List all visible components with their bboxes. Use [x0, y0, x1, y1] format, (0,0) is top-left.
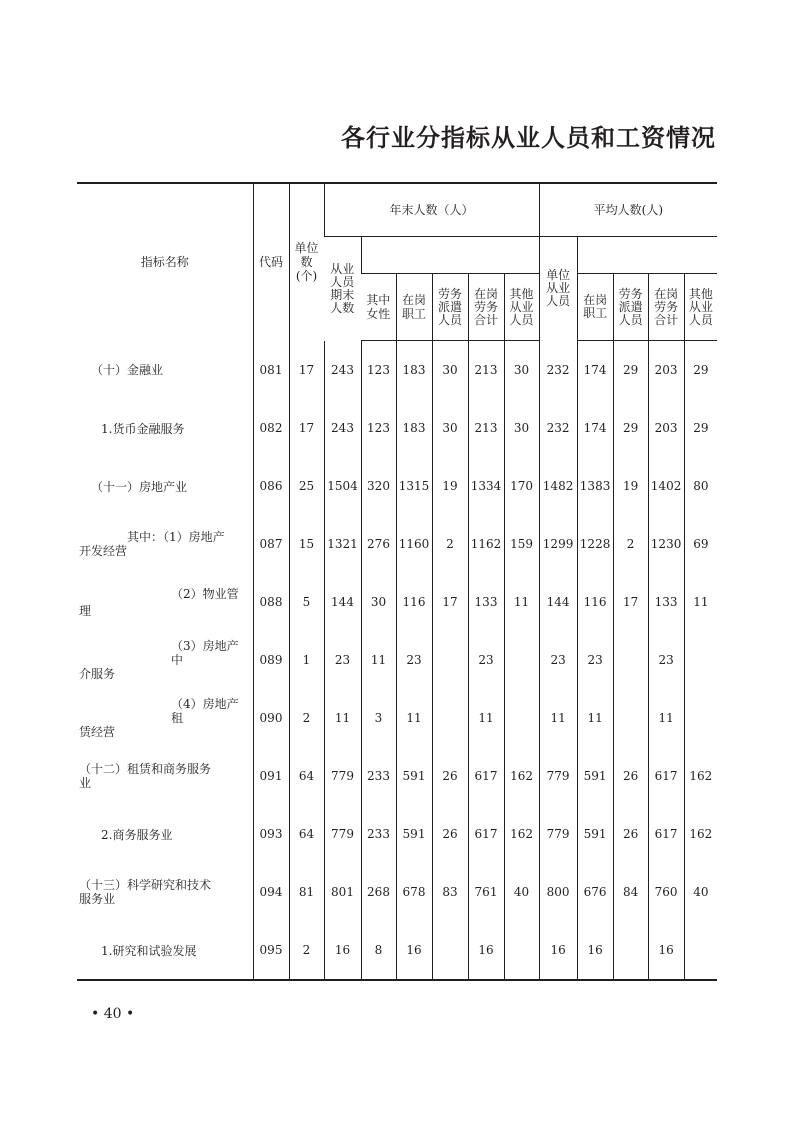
statistics-table — [77, 182, 717, 981]
table-header — [77, 183, 717, 341]
cell-ye-other: 162 — [504, 805, 539, 863]
cell-avg-total: 1482 — [539, 457, 577, 515]
cell-units: 64 — [289, 747, 324, 805]
cell-avg-other: 29 — [684, 399, 717, 457]
cell-ye-female: 11 — [361, 631, 396, 689]
cell-code: 089 — [253, 631, 289, 689]
page-title: 各行业分指标从业人员和工资情况 — [341, 123, 716, 152]
cell-units: 1 — [289, 631, 324, 689]
cell-ye-onpost-dispatch: 23 — [468, 631, 504, 689]
cell-avg-onpost-dispatch: 23 — [648, 631, 684, 689]
cell-ye-total: 1504 — [324, 457, 361, 515]
cell-ye-other: 30 — [504, 341, 539, 400]
cell-avg-other: 69 — [684, 515, 717, 573]
cell-ye-other: 11 — [504, 573, 539, 631]
header-group-average: 平均人数(人) — [539, 183, 717, 237]
cell-avg-total: 16 — [539, 921, 577, 980]
cell-ye-onpost: 591 — [396, 747, 432, 805]
cell-ye-female: 123 — [361, 341, 396, 400]
cell-ye-dispatch — [432, 689, 468, 747]
cell-ye-onpost-dispatch: 16 — [468, 921, 504, 980]
cell-avg-onpost: 16 — [577, 921, 613, 980]
cell-code: 082 — [253, 399, 289, 457]
cell-ye-onpost-dispatch: 133 — [468, 573, 504, 631]
row-name: （2）物业管理 — [79, 587, 239, 618]
cell-ye-onpost: 678 — [396, 863, 432, 921]
cell-avg-other — [684, 921, 717, 980]
cell-avg-other: 40 — [684, 863, 717, 921]
header-avg-total: 单位从业人员 — [539, 237, 577, 341]
cell-avg-onpost-dispatch: 133 — [648, 573, 684, 631]
header-avg-sub-spacer — [577, 237, 717, 274]
cell-ye-total: 243 — [324, 399, 361, 457]
cell-avg-dispatch: 29 — [613, 341, 648, 400]
cell-avg-dispatch: 26 — [613, 805, 648, 863]
cell-ye-female: 3 — [361, 689, 396, 747]
table-row — [77, 573, 717, 631]
cell-ye-other: 170 — [504, 457, 539, 515]
cell-ye-dispatch: 83 — [432, 863, 468, 921]
cell-ye-female: 8 — [361, 921, 396, 980]
cell-avg-dispatch: 29 — [613, 399, 648, 457]
cell-avg-dispatch — [613, 631, 648, 689]
cell-units: 81 — [289, 863, 324, 921]
cell-avg-onpost: 174 — [577, 341, 613, 400]
cell-avg-dispatch — [613, 921, 648, 980]
cell-code: 081 — [253, 341, 289, 400]
table-row — [77, 689, 717, 747]
row-name: 2.商务服务业 — [101, 827, 173, 842]
row-name: （十二）租赁和商务服务 业 — [79, 762, 212, 790]
cell-ye-onpost: 16 — [396, 921, 432, 980]
cell-ye-onpost: 116 — [396, 573, 432, 631]
cell-ye-onpost: 11 — [396, 689, 432, 747]
cell-ye-onpost-dispatch: 1334 — [468, 457, 504, 515]
cell-ye-total: 243 — [324, 341, 361, 400]
header-avg-onpost-dispatch: 在岗劳务合计 — [648, 274, 684, 341]
cell-units: 5 — [289, 573, 324, 631]
header-avg-onpost: 在岗职工 — [577, 274, 613, 341]
header-ye-total: 从业人员期末人数 — [330, 261, 355, 315]
row-name: （十三）科学研究和技术 服务业 — [79, 878, 212, 906]
cell-code: 086 — [253, 457, 289, 515]
cell-avg-dispatch: 19 — [613, 457, 648, 515]
table-row — [77, 805, 717, 863]
table-row — [77, 747, 717, 805]
cell-avg-onpost: 174 — [577, 399, 613, 457]
cell-ye-onpost: 183 — [396, 399, 432, 457]
cell-avg-total: 23 — [539, 631, 577, 689]
cell-avg-onpost-dispatch: 1402 — [648, 457, 684, 515]
cell-avg-other: 162 — [684, 747, 717, 805]
cell-ye-total: 11 — [324, 689, 361, 747]
cell-avg-other: 11 — [684, 573, 717, 631]
cell-ye-dispatch — [432, 631, 468, 689]
row-name: （3）房地产中 介服务 — [79, 639, 239, 681]
cell-ye-female: 320 — [361, 457, 396, 515]
cell-avg-onpost-dispatch: 617 — [648, 805, 684, 863]
row-name: 1.研究和试验发展 — [77, 921, 253, 980]
cell-avg-onpost: 1228 — [577, 515, 613, 573]
cell-avg-onpost-dispatch: 617 — [648, 747, 684, 805]
cell-ye-other: 159 — [504, 515, 539, 573]
cell-ye-female: 30 — [361, 573, 396, 631]
cell-units: 15 — [289, 515, 324, 573]
row-name: （十）金融业 — [91, 363, 164, 378]
cell-avg-total: 779 — [539, 747, 577, 805]
cell-ye-dispatch: 17 — [432, 573, 468, 631]
cell-avg-total: 800 — [539, 863, 577, 921]
row-name: （十一）房地产业 — [91, 479, 188, 494]
header-units: 单位数(个) — [289, 183, 324, 341]
cell-ye-female: 268 — [361, 863, 396, 921]
table-row — [77, 515, 717, 573]
cell-code: 091 — [253, 747, 289, 805]
header-ye-female: 其中女性 — [361, 274, 396, 341]
cell-ye-female: 276 — [361, 515, 396, 573]
cell-ye-dispatch — [432, 921, 468, 980]
cell-ye-onpost: 591 — [396, 805, 432, 863]
cell-avg-onpost-dispatch: 760 — [648, 863, 684, 921]
cell-ye-total: 1321 — [324, 515, 361, 573]
cell-ye-onpost-dispatch: 213 — [468, 341, 504, 400]
cell-units: 2 — [289, 921, 324, 980]
cell-avg-dispatch: 26 — [613, 747, 648, 805]
table-row — [77, 863, 717, 921]
cell-ye-dispatch: 30 — [432, 341, 468, 400]
cell-avg-other — [684, 631, 717, 689]
cell-ye-onpost-dispatch: 213 — [468, 399, 504, 457]
header-group-year-end: 年末人数（人） — [324, 183, 539, 237]
cell-avg-onpost: 591 — [577, 747, 613, 805]
table-row — [77, 457, 717, 515]
cell-avg-dispatch: 84 — [613, 863, 648, 921]
cell-ye-onpost: 1315 — [396, 457, 432, 515]
cell-ye-onpost: 1160 — [396, 515, 432, 573]
header-ye-other: 其他从业人员 — [504, 274, 539, 341]
cell-avg-onpost: 11 — [577, 689, 613, 747]
page-number: • 40 • — [91, 1006, 135, 1022]
row-name: 其中：（1）房地产 开发经营 — [79, 530, 225, 558]
cell-avg-onpost: 591 — [577, 805, 613, 863]
cell-avg-onpost-dispatch: 203 — [648, 399, 684, 457]
table-row — [77, 921, 717, 980]
header-ye-dispatch: 劳务派遣人员 — [432, 274, 468, 341]
cell-avg-other: 80 — [684, 457, 717, 515]
cell-ye-onpost: 23 — [396, 631, 432, 689]
cell-ye-onpost-dispatch: 761 — [468, 863, 504, 921]
cell-ye-female: 233 — [361, 747, 396, 805]
cell-avg-other — [684, 689, 717, 747]
cell-ye-female: 233 — [361, 805, 396, 863]
table-row — [77, 341, 717, 400]
cell-units: 17 — [289, 341, 324, 400]
cell-ye-other — [504, 689, 539, 747]
cell-ye-total: 801 — [324, 863, 361, 921]
cell-avg-onpost-dispatch: 11 — [648, 689, 684, 747]
cell-avg-total: 144 — [539, 573, 577, 631]
cell-avg-onpost-dispatch: 1230 — [648, 515, 684, 573]
header-ye-sub-spacer — [361, 237, 539, 274]
cell-code: 093 — [253, 805, 289, 863]
cell-avg-dispatch: 17 — [613, 573, 648, 631]
row-name: 1.货币金融服务 — [101, 421, 185, 436]
cell-avg-total: 11 — [539, 689, 577, 747]
header-ye-onpost-dispatch: 在岗劳务合计 — [468, 274, 504, 341]
cell-units: 25 — [289, 457, 324, 515]
cell-avg-dispatch: 2 — [613, 515, 648, 573]
cell-avg-total: 779 — [539, 805, 577, 863]
cell-avg-total: 232 — [539, 341, 577, 400]
cell-ye-onpost-dispatch: 11 — [468, 689, 504, 747]
header-code: 代码 — [253, 183, 289, 341]
header-name: 指标名称 — [77, 183, 253, 341]
cell-units: 17 — [289, 399, 324, 457]
cell-code: 095 — [253, 921, 289, 980]
cell-code: 090 — [253, 689, 289, 747]
cell-ye-other: 30 — [504, 399, 539, 457]
cell-ye-total: 779 — [324, 747, 361, 805]
cell-ye-onpost-dispatch: 617 — [468, 747, 504, 805]
cell-ye-other: 162 — [504, 747, 539, 805]
cell-ye-total: 16 — [324, 921, 361, 980]
cell-units: 2 — [289, 689, 324, 747]
cell-code: 088 — [253, 573, 289, 631]
cell-avg-onpost-dispatch: 16 — [648, 921, 684, 980]
cell-avg-total: 1299 — [539, 515, 577, 573]
cell-ye-dispatch: 19 — [432, 457, 468, 515]
cell-units: 64 — [289, 805, 324, 863]
cell-ye-dispatch: 2 — [432, 515, 468, 573]
header-avg-dispatch: 劳务派遣人员 — [613, 274, 648, 341]
cell-ye-total: 144 — [324, 573, 361, 631]
cell-avg-other: 29 — [684, 341, 717, 400]
cell-avg-onpost: 23 — [577, 631, 613, 689]
cell-ye-total: 23 — [324, 631, 361, 689]
cell-code: 087 — [253, 515, 289, 573]
cell-ye-other — [504, 631, 539, 689]
header-avg-other: 其他从业人员 — [684, 274, 717, 341]
cell-ye-onpost-dispatch: 617 — [468, 805, 504, 863]
statistics-table-container — [77, 182, 717, 981]
cell-avg-onpost: 676 — [577, 863, 613, 921]
cell-ye-dispatch: 26 — [432, 747, 468, 805]
cell-ye-onpost-dispatch: 1162 — [468, 515, 504, 573]
table-body — [77, 341, 717, 981]
cell-ye-dispatch: 30 — [432, 399, 468, 457]
row-name: （4）房地产租 赁经营 — [79, 697, 239, 739]
table-row — [77, 399, 717, 457]
header-ye-onpost: 在岗职工 — [396, 274, 432, 341]
cell-ye-total: 779 — [324, 805, 361, 863]
table-row — [77, 631, 717, 689]
cell-avg-onpost: 1383 — [577, 457, 613, 515]
cell-avg-dispatch — [613, 689, 648, 747]
cell-ye-onpost: 183 — [396, 341, 432, 400]
cell-avg-total: 232 — [539, 399, 577, 457]
cell-ye-female: 123 — [361, 399, 396, 457]
cell-ye-other: 40 — [504, 863, 539, 921]
cell-avg-other: 162 — [684, 805, 717, 863]
cell-code: 094 — [253, 863, 289, 921]
cell-avg-onpost: 116 — [577, 573, 613, 631]
cell-ye-dispatch: 26 — [432, 805, 468, 863]
cell-avg-onpost-dispatch: 203 — [648, 341, 684, 400]
cell-ye-other — [504, 921, 539, 980]
